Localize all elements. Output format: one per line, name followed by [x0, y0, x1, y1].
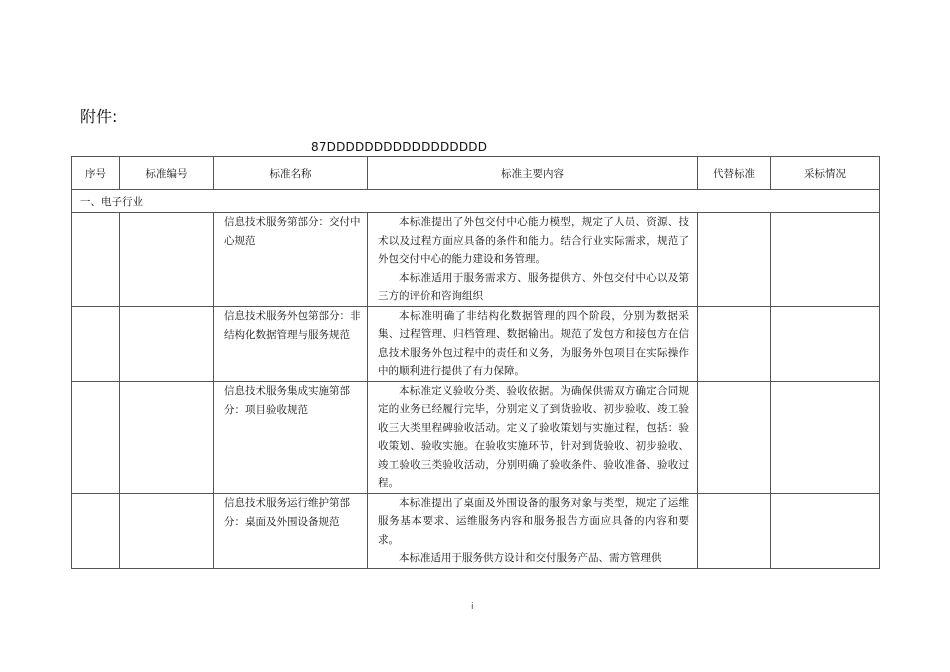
cell-adopt: [771, 493, 880, 568]
document-code: 87DDDDDDDDDDDDDDDDD: [311, 140, 488, 154]
content-paragraph: 本标准明确了非结构化数据管理的四个阶段，分别为数据采集、过程管理、归档管理、数据输出。规范了发包方和接包方在信息技术服务外包过程中的责任和义务，为服务外包项目在实际操作中的顺利进行提供了有力保障。: [378, 309, 689, 377]
column-header-adopt: 采标情况: [771, 157, 880, 190]
table-row: [72, 213, 880, 307]
table-row: [72, 493, 880, 568]
column-header-number: 标准编号: [120, 157, 214, 190]
table-header-row: [72, 157, 880, 190]
column-header-name: 标准名称: [214, 157, 368, 190]
content-paragraph: 本标准适用于服务供方设计和交付服务产品、需方管理供: [399, 552, 662, 564]
cell-content: [368, 213, 698, 307]
standards-table: [71, 156, 880, 569]
content-paragraph: 本标准提出了桌面及外围设备的服务对象与类型，规定了运维服务基本要求、运维服务内容和服务报告方面应具备的内容和要求。: [378, 496, 689, 546]
column-header-content: 标准主要内容: [368, 157, 698, 190]
content-paragraph: 本标准定义验收分类、验收依据。为确保供需双方确定合同规定的业务已经履行完毕，分别定义了到货验收、初步验收、竣工验收三大类里程碑验收活动。定义了验收策划与实施过程，包括：验收策划、验收实施。在验收实施环节，针对到货验收、初步验收、竣工验收三类验收活动，分别明确了验收条件、验收准备、验收过程。: [378, 384, 689, 489]
cell-replace: [698, 306, 771, 381]
cell-name: 信息技术服务集成实施第部分：项目验收规范: [214, 381, 368, 493]
cell-number: [120, 213, 214, 307]
section-label: 一、电子行业: [72, 190, 880, 213]
cell-seq: [72, 493, 120, 568]
column-header-seq: 序号: [72, 157, 120, 190]
cell-number: [120, 306, 214, 381]
cell-replace: [698, 213, 771, 307]
content-paragraph: 本标准提出了外包交付中心能力模型，规定了人员、资源、技术以及过程方面应具备的条件和能力。结合行业实际需求，规范了外包交付中心的能力建设和务管理。: [378, 216, 689, 265]
cell-content: [368, 493, 698, 568]
attachment-label: 附件:: [80, 107, 118, 126]
cell-adopt: [771, 381, 880, 493]
cell-seq: [72, 213, 120, 307]
cell-content: [368, 306, 698, 381]
cell-name: 信息技术服务第部分：交付中心规范: [214, 213, 368, 307]
cell-name: 信息技术服务运行维护第部分：桌面及外围设备规范: [214, 493, 368, 568]
table-row: [72, 381, 880, 493]
cell-replace: [698, 493, 771, 568]
cell-content: [368, 381, 698, 493]
cell-replace: [698, 381, 771, 493]
cell-name: 信息技术服务外包第部分：非结构化数据管理与服务规范: [214, 306, 368, 381]
section-row: [72, 190, 880, 213]
table-row: [72, 306, 880, 381]
cell-adopt: [771, 306, 880, 381]
cell-seq: [72, 306, 120, 381]
cell-seq: [72, 381, 120, 493]
cell-number: [120, 381, 214, 493]
cell-number: [120, 493, 214, 568]
page-number: i: [471, 602, 474, 612]
cell-adopt: [771, 213, 880, 307]
content-paragraph: 本标准适用于服务需求方、服务提供方、外包交付中心以及第三方的评价和咨询组织: [378, 271, 689, 302]
column-header-replace: 代替标准: [698, 157, 771, 190]
